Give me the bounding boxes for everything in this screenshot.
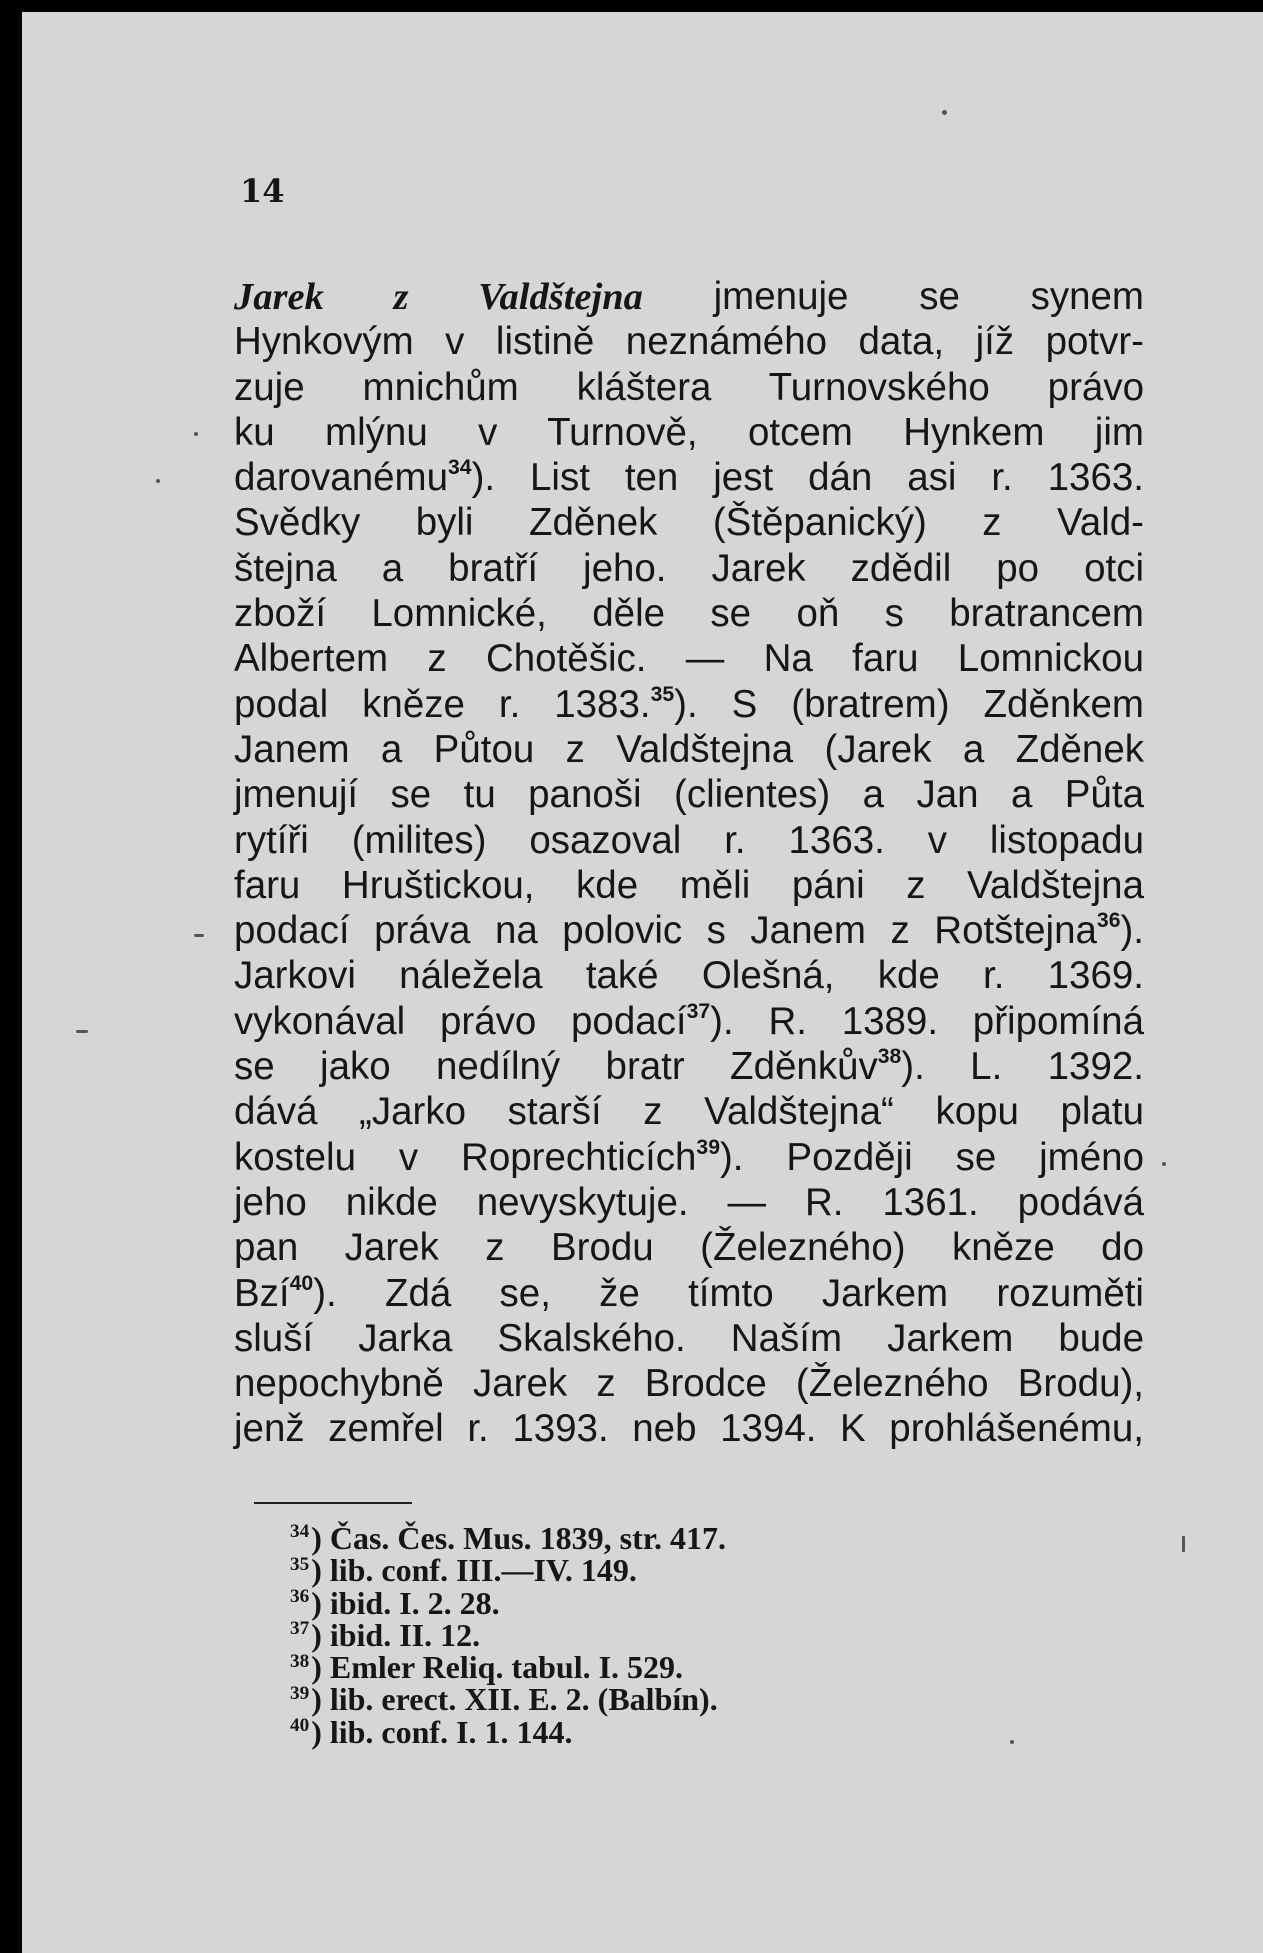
text-line — [234, 319, 1144, 364]
footnote-number: 38 — [290, 1650, 310, 1672]
text-line — [234, 410, 1144, 455]
body-text — [234, 274, 1144, 1452]
footnote-number: 34 — [290, 1521, 310, 1543]
text-line-after: ). List ten jest dán asi r. 1363. — [471, 456, 1144, 500]
text-line — [234, 953, 1144, 998]
text-line — [234, 999, 1144, 1044]
footnote-text: ) Emler Reliq. tabul. I. 529. — [311, 1649, 684, 1686]
scan-speck — [1182, 1536, 1185, 1552]
text-line-after: ). Zdá se, že tímto Jarkem rozuměti — [313, 1271, 1144, 1315]
text-line-text: rytíři (milites) osazoval r. 1363. v listopadu — [234, 818, 1144, 862]
text-line-text: jenž zemřel r. 1393. neb 1394. K prohlášenému, — [234, 1407, 1144, 1451]
text-line-text: zboží Lomnické, děle se oň s bratrancem — [234, 592, 1144, 636]
text-line-text: Hynkovým v listině neznámého data, jíž potvr- — [234, 320, 1144, 364]
footnote-ref: 39 — [696, 1135, 720, 1159]
footnote-ref: 38 — [877, 1045, 902, 1069]
text-line — [234, 1089, 1144, 1134]
footnote-ref: 35 — [650, 682, 675, 706]
text-line-text: pan Jarek z Brodu (Železného) kněze do — [234, 1226, 1144, 1270]
text-line — [234, 1225, 1144, 1270]
footnote-ref: 40 — [289, 1271, 314, 1295]
text-line — [234, 546, 1144, 591]
text-line-text: jeho nikde nevyskytuje. — R. 1361. podává — [234, 1180, 1144, 1224]
text-line-text: jmenují se tu panoši (clientes) a Jan a Půta — [234, 773, 1144, 817]
text-line-after: ). S (bratrem) Zděnkem — [674, 682, 1144, 726]
footnote — [290, 1713, 726, 1750]
footnote-divider — [254, 1502, 412, 1504]
footnote-ref: 37 — [686, 999, 711, 1023]
scan-speck — [1162, 1162, 1166, 1166]
text-line-text: nepochybně Jarek z Brodce (Železného Brodu), — [234, 1362, 1144, 1406]
text-line-text: faru Hruštickou, kde měli páni z Valdštejna — [234, 863, 1144, 907]
text-line — [234, 818, 1144, 863]
text-line — [234, 1180, 1144, 1225]
footnote — [290, 1649, 726, 1686]
text-line — [234, 863, 1144, 908]
text-line-text: ku mlýnu v Turnově, otcem Hynkem jim — [234, 410, 1144, 454]
text-line — [234, 274, 1144, 319]
text-line — [234, 1044, 1144, 1089]
text-line — [234, 727, 1144, 772]
text-line — [234, 1361, 1144, 1406]
text-line — [234, 1271, 1144, 1316]
text-line — [234, 1406, 1144, 1451]
text-line-text: sluší Jarka Skalského. Naším Jarkem bude — [234, 1316, 1144, 1360]
text-line — [234, 455, 1144, 500]
footnote — [290, 1552, 726, 1589]
text-line-text: jmenuje se synem — [642, 275, 1144, 318]
footnote-ref: 36 — [1096, 909, 1121, 933]
footnote-text: ) ibid. II. 12. — [311, 1616, 481, 1653]
text-line — [234, 908, 1144, 953]
text-line-text: vykonával právo podací — [234, 999, 687, 1043]
text-line-text: Svědky byli Zděnek (Štěpanický) z Vald- — [234, 501, 1144, 545]
text-line-italic: Jarek z Valdštejna — [234, 276, 643, 318]
text-line-text: Albertem z Chotěšic. — Na faru Lomnickou — [234, 637, 1144, 681]
footnote — [290, 1522, 726, 1554]
text-line-text: darovanému — [234, 456, 449, 500]
text-line — [234, 1316, 1144, 1361]
footnotes — [290, 1522, 726, 1748]
footnote — [290, 1616, 726, 1653]
text-line-text: Janem a Půtou z Valdštejna (Jarek a Zděnek — [234, 727, 1144, 771]
text-line-text: podal kněze r. 1383. — [234, 682, 651, 726]
scan-speck — [942, 110, 947, 115]
scan-speck — [194, 432, 198, 436]
page-number: 14 — [240, 172, 285, 210]
footnote-text: ) lib. conf. III.—IV. 149. — [311, 1552, 637, 1589]
footnote-text: ) ibid. I. 2. 28. — [311, 1584, 500, 1621]
footnote-number: 37 — [290, 1618, 310, 1640]
text-line-text: štejna a bratří jeho. Jarek zdědil po otci — [234, 546, 1144, 590]
footnote-number: 35 — [290, 1553, 310, 1575]
footnote-text: ) Čas. Čes. Mus. 1839, str. 417. — [311, 1520, 726, 1556]
scan-speck — [76, 1030, 88, 1033]
text-line — [234, 772, 1144, 817]
footnote-text: ) lib. conf. I. 1. 144. — [311, 1713, 573, 1750]
scan-speck — [194, 934, 204, 937]
footnote-number: 39 — [290, 1682, 310, 1704]
scanned-page — [22, 12, 1263, 1953]
text-line-text: podací práva na polovic s Janem z Rotštejna — [234, 909, 1097, 953]
text-line — [234, 636, 1144, 681]
text-line-text: dává „Jarko starší z Valdštejna“ kopu platu — [234, 1090, 1144, 1134]
text-line-text: se jako nedílný bratr Zděnkův — [234, 1045, 878, 1089]
text-line-text: Bzí — [234, 1271, 290, 1315]
text-line-after: ). — [1120, 909, 1144, 953]
footnote-text: ) lib. erect. XII. E. 2. (Balbín). — [311, 1681, 718, 1718]
text-line-text: Jarkovi náležela také Olešná, kde r. 1369. — [234, 954, 1144, 998]
text-line — [234, 1135, 1144, 1180]
footnote — [290, 1584, 726, 1621]
text-line-after: ). Později se jméno — [719, 1135, 1144, 1179]
footnote-ref: 34 — [448, 456, 472, 480]
text-line — [234, 591, 1144, 636]
text-line — [234, 682, 1144, 727]
text-line — [234, 500, 1144, 545]
footnote-number: 40 — [290, 1715, 310, 1737]
footnote — [290, 1681, 726, 1718]
text-line-after: ). L. 1392. — [901, 1045, 1144, 1089]
text-line-text: kostelu v Roprechticích — [234, 1135, 697, 1179]
text-line — [234, 365, 1144, 410]
text-line-text: zuje mnichům kláštera Turnovského právo — [234, 365, 1144, 409]
scan-speck — [156, 479, 160, 483]
scan-speck — [1010, 1740, 1014, 1744]
footnote-number: 36 — [290, 1586, 310, 1608]
text-line-after: ). R. 1389. připomíná — [710, 999, 1145, 1043]
